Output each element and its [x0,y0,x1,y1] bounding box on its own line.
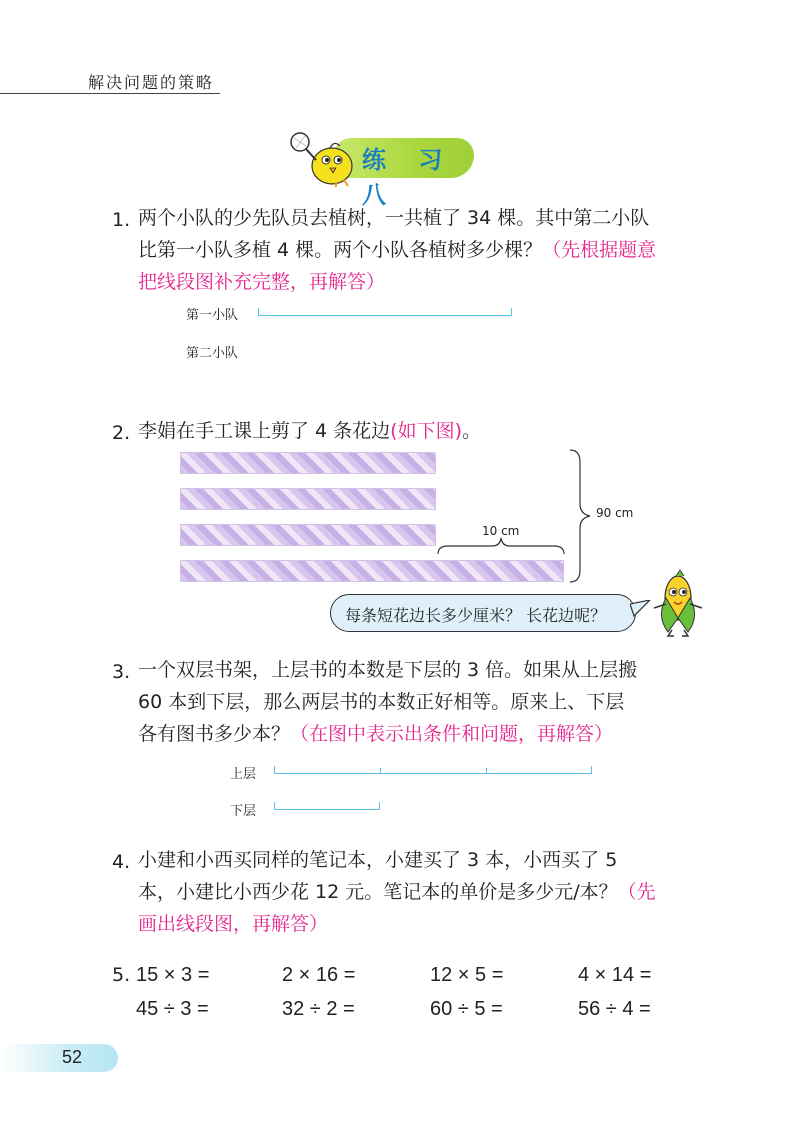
chick-tennis-mascot-icon [286,128,360,188]
calc-r2-c1: 45 ÷ 3 = [136,998,209,1020]
segment-tick-1 [380,768,381,774]
calc-r1-c2: 2 × 16 = [282,964,356,986]
problem-3-number: 3. [112,661,131,683]
running-header [0,66,220,94]
problem-1-hint-start: （先根据题意 [542,239,657,261]
problem-3-line-2: 60 本到下层，那么两层书的本数正好相等。原来上、下层 [138,691,625,713]
segment-label-team-2: 第二小队 [186,346,239,361]
exercise-title: 练 习 八 [362,146,455,209]
label-90cm: 90 cm [596,506,634,520]
problem-4-line-2 [138,876,656,908]
problem-2-end: 。 [462,420,482,442]
problem-3-line-1: 一个双层书架，上层书的本数是下层的 3 倍。如果从上层搬 [138,659,638,681]
problem-3-text: 各有图书多少本？ [138,723,291,745]
calc-r2-c3: 60 ÷ 5 = [430,998,503,1020]
calc-r2-c2: 32 ÷ 2 = [282,998,355,1020]
lace-strip-short-3 [180,524,436,546]
corn-mascot-icon [646,568,706,638]
brace-10cm-icon [436,536,566,556]
calc-r2-c4: 56 ÷ 4 = [578,998,651,1020]
page-number-bar [0,1044,118,1072]
problem-1-line-2 [138,234,656,266]
problem-2-text: 李娟在手工课上剪了 4 条花边 [138,420,391,442]
brace-90cm-icon [568,448,592,584]
section-title: 解决问题的策略 [88,73,215,92]
speech-bubble-text: 每条短花边长多少厘米？ 长花边呢？ [345,606,607,625]
problem-3-line-3 [138,718,613,750]
problem-1-number: 1. [112,209,131,231]
exercise-title-banner [282,124,482,209]
problem-4-hint-end: 画出线段图，再解答） [138,913,329,935]
page-number: 52 [62,1047,83,1067]
problem-2-hint: (如下图) [390,420,462,442]
calc-r1-c1: 15 × 3 = [136,964,210,986]
lace-strip-short-2 [180,488,436,510]
problem-1-text: 比第一小队多植 4 棵。两个小队各植树多少棵？ [138,239,543,261]
segment-line-lower [274,802,380,810]
segment-label-team-1: 第一小队 [186,308,239,323]
lace-strip-short-1 [180,452,436,474]
problem-1-line-1: 两个小队的少先队员去植树，一共植了 34 棵。其中第二小队 [138,207,650,229]
problem-5-number: 5. [112,964,131,986]
problem-4-line-1: 小建和小西买同样的笔记本，小建买了 3 本，小西买了 5 [138,849,618,871]
calc-r1-c3: 12 × 5 = [430,964,504,986]
segment-label-lower: 下层 [230,804,257,819]
problem-4-hint-start: （先 [617,881,656,903]
segment-tick-2 [486,768,487,774]
calc-r1-c4: 4 × 14 = [578,964,652,986]
lace-strip-long [180,560,564,582]
speech-bubble [330,594,636,632]
label-10cm: 10 cm [482,524,520,538]
problem-2-line-1 [138,415,481,447]
segment-line-upper [274,766,592,774]
segment-line-team-1 [258,308,512,316]
segment-label-upper: 上层 [230,767,257,782]
problem-2-number: 2. [112,422,131,444]
problem-4-number: 4. [112,851,131,873]
problem-1-hint-end: 把线段图补充完整，再解答） [138,271,386,293]
problem-3-hint: （在图中表示出条件和问题，再解答） [290,723,614,745]
problem-4-text: 本，小建比小西少花 12 元。笔记本的单价是多少元/本？ [138,881,618,903]
